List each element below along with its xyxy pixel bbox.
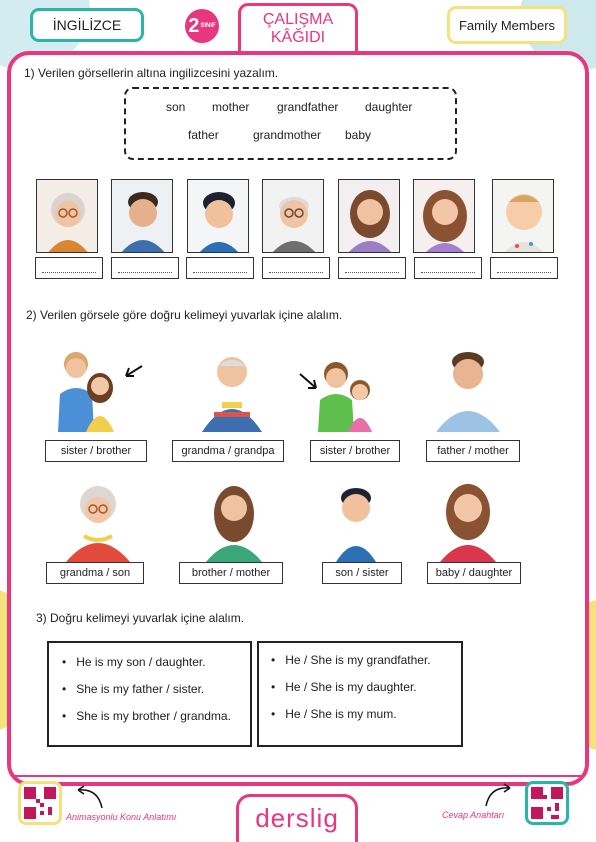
sentence-right-3[interactable]: • He / She is my mum. (271, 707, 397, 721)
word-grandfather: grandfather (277, 100, 339, 114)
picture-grandpa (196, 344, 292, 432)
sentence-right-1[interactable]: • He / She is my grandfather. (271, 653, 431, 667)
word-son: son (166, 100, 186, 114)
label-row1-3[interactable]: sister / brother (310, 440, 400, 462)
label-row2-3[interactable]: son / sister (322, 562, 402, 584)
topic-label: Family Members (458, 17, 556, 33)
sentence-left-3[interactable]: • She is my brother / grandma. (62, 709, 231, 723)
portrait-daughter (413, 179, 475, 253)
answer-field-2[interactable] (111, 257, 179, 279)
answer-field-5[interactable] (338, 257, 406, 279)
footer-divider (12, 775, 584, 777)
portrait-mother (338, 179, 400, 253)
answer-field-3[interactable] (186, 257, 254, 279)
portrait-grandmother (36, 179, 98, 253)
sentence-left-1[interactable]: • He is my son / daughter. (62, 655, 206, 669)
picture-daughter (426, 474, 522, 562)
qr-icon (24, 787, 56, 819)
topic-box (447, 6, 567, 44)
word-grandmother: grandmother (253, 128, 322, 142)
word-bank (124, 87, 457, 160)
qr-icon (531, 787, 563, 819)
label-row2-1[interactable]: grandma / son (46, 562, 144, 584)
word-daughter: daughter (365, 100, 413, 114)
subject-box (30, 8, 144, 42)
answer-field-1[interactable] (35, 257, 103, 279)
section2-title: 2) Verilen görsele göre doğru kelimeyi yuvarlak içine alalım. (26, 308, 343, 322)
word-mother: mother (212, 100, 250, 114)
title-line-2: KÂĞIDI (270, 29, 326, 46)
portrait-father (111, 179, 173, 253)
sentence-left-2[interactable]: • She is my father / sister. (62, 682, 204, 696)
picture-son (322, 474, 418, 562)
label-row1-2[interactable]: grandma / grandpa (172, 440, 284, 462)
footer-caption-left[interactable]: Animasyonlu Konu Anlatımı (66, 812, 177, 822)
picture-father (420, 344, 516, 432)
footer-caption-right[interactable]: Cevap Anahtarı (442, 810, 505, 820)
grade-badge (185, 9, 219, 43)
answer-field-4[interactable] (262, 257, 330, 279)
portrait-grandfather (262, 179, 324, 253)
curved-arrow-left-icon (68, 784, 108, 810)
brand-logo-text: derslig (255, 803, 339, 833)
portrait-baby (492, 179, 554, 253)
label-row1-4[interactable]: father / mother (426, 440, 520, 462)
grade-suffix: SINIF (200, 22, 216, 29)
word-father: father (188, 128, 219, 142)
curved-arrow-right-icon (480, 782, 520, 808)
title-line-1: ÇALIŞMA (262, 11, 334, 28)
qr-code-left[interactable] (18, 781, 62, 825)
portrait-son (187, 179, 249, 253)
answer-field-6[interactable] (414, 257, 482, 279)
sentence-right-2[interactable]: • He / She is my daughter. (271, 680, 417, 694)
picture-brother-sister-arrow-2 (296, 344, 392, 432)
label-row1-1[interactable]: sister / brother (45, 440, 147, 462)
picture-grandma (58, 474, 154, 562)
picture-mother (186, 474, 282, 562)
answer-field-7[interactable] (490, 257, 558, 279)
brand-logo-tab (236, 794, 358, 842)
label-row2-2[interactable]: brother / mother (179, 562, 283, 584)
section1-title: 1) Verilen görsellerin altına ingilizcesini yazalım. (24, 66, 279, 80)
worksheet-title-tab (238, 3, 358, 55)
picture-brother-sister-arrow (54, 344, 150, 432)
grade-number: 2 (188, 14, 200, 37)
word-baby: baby (345, 128, 372, 142)
label-row2-4[interactable]: baby / daughter (427, 562, 521, 584)
section3-title: 3) Doğru kelimeyi yuvarlak içine alalım. (36, 611, 245, 625)
qr-code-right[interactable] (525, 781, 569, 825)
subject-label: İNGİLİZCE (52, 17, 122, 33)
